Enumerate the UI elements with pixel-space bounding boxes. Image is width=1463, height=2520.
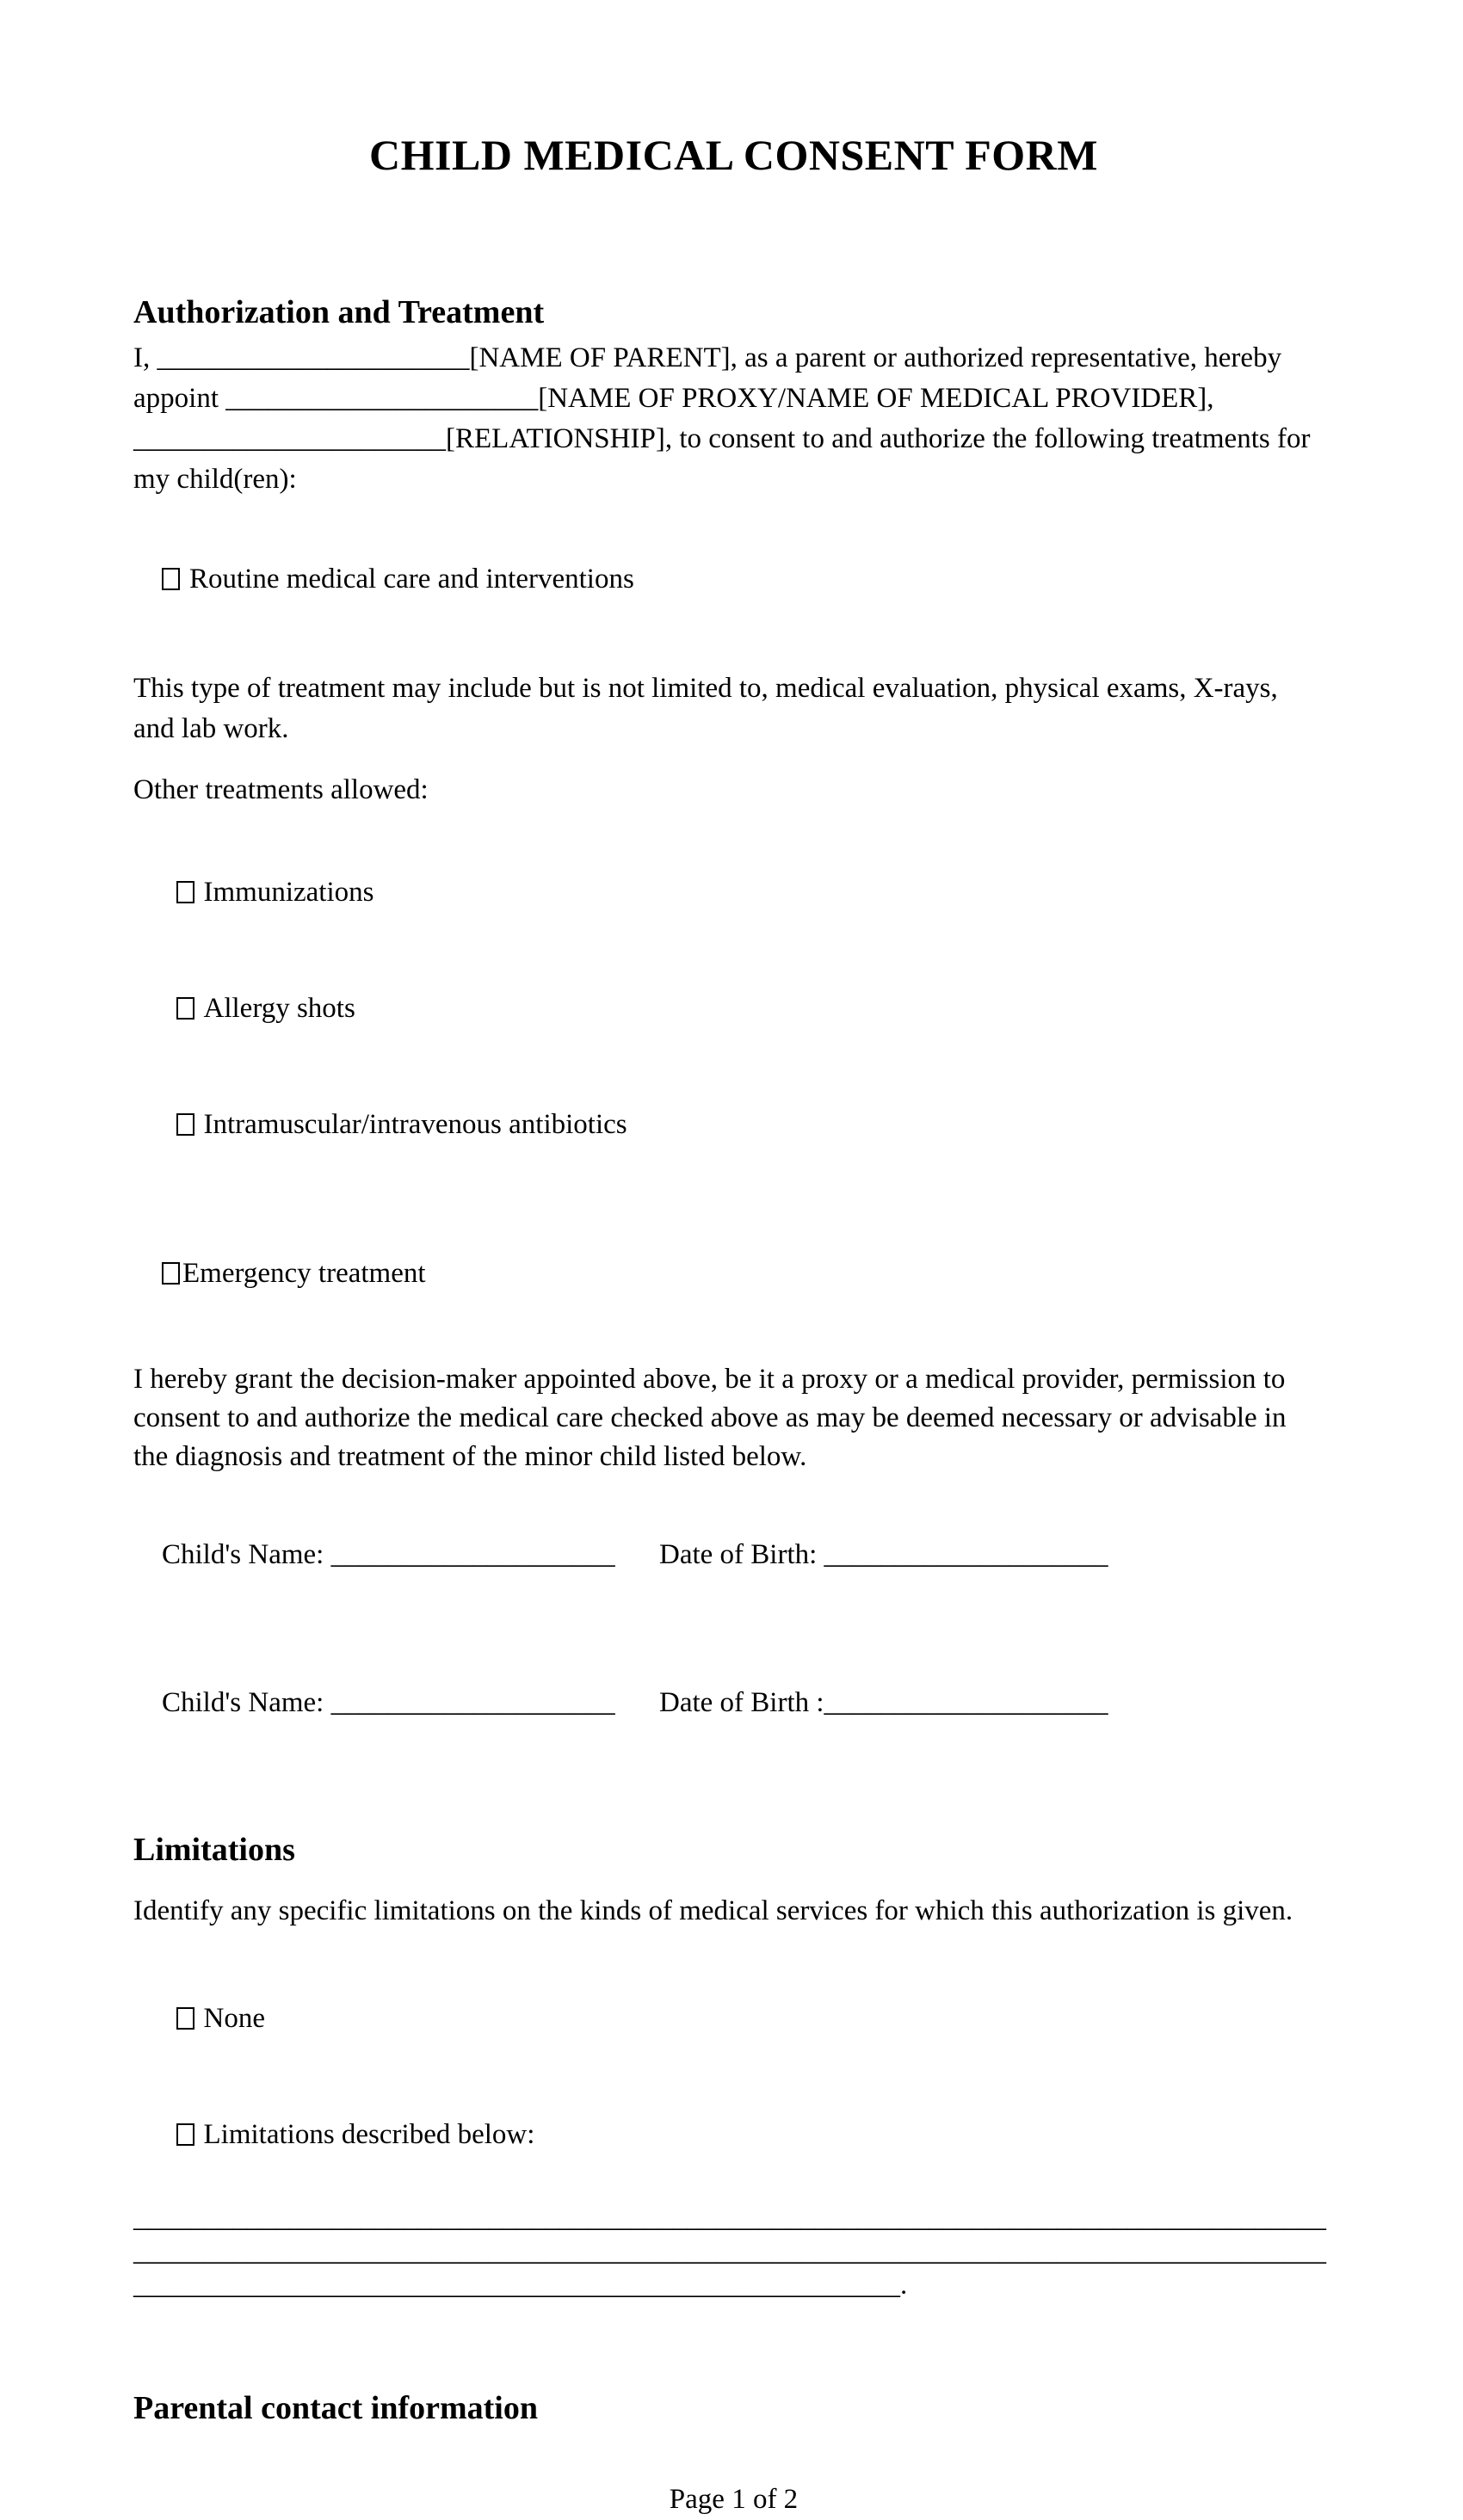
section-heading-parental-contact: Parental contact information	[133, 2390, 538, 2426]
immunizations-checkbox[interactable]	[176, 881, 194, 903]
section-heading-authorization: Authorization and Treatment	[133, 294, 545, 330]
checkbox-row-routine-care	[133, 519, 1334, 640]
limitations-described-checkbox[interactable]	[176, 2123, 194, 2146]
immunizations-label: Immunizations	[203, 877, 374, 908]
other-treatments-list	[133, 835, 1334, 1183]
grant-paragraph: I hereby grant the decision-maker appointed above, be it a proxy or a medical provider, permission to consent to and authorize the medical care checked above as may be deemed necessary or advisable in the diagnosis and treatment of the minor child listed below.	[133, 1364, 1287, 1472]
checkbox-row-allergy-shots	[133, 951, 1334, 1067]
antibiotics-label: Intramuscular/intravenous antibiotics	[203, 1109, 627, 1140]
child-1-name-label: Child's Name:	[162, 1539, 324, 1570]
limitations-described-label: Limitations described below:	[203, 2119, 535, 2150]
limitations-intro: Identify any specific limitations on the kinds of medical services for which this authorization is given.	[133, 1895, 1293, 1926]
none-label: None	[203, 2003, 265, 2034]
none-checkbox[interactable]	[176, 2007, 194, 2030]
checkbox-row-none	[133, 1961, 1334, 2077]
section-heading-limitations: Limitations	[133, 1832, 295, 1868]
routine-care-note: This type of treatment may include but is not limited to, medical evaluation, physical exams, X-rays, and lab work.	[133, 673, 1278, 744]
child-1-dob-cell	[659, 1539, 1108, 1570]
child-2-name-blank[interactable]: ____________________	[324, 1687, 615, 1718]
emergency-treatment-checkbox[interactable]	[162, 1262, 180, 1285]
child-1-dob-blank[interactable]: ____________________	[817, 1539, 1108, 1570]
antibiotics-checkbox[interactable]	[176, 1113, 194, 1136]
child-1-name-blank[interactable]: ____________________	[324, 1539, 615, 1570]
checkbox-row-emergency-treatment	[133, 1213, 1334, 1334]
child-row-1	[133, 1494, 1334, 1616]
child-2-dob-label: Date of Birth :	[659, 1687, 824, 1718]
checkbox-row-immunizations	[133, 835, 1334, 951]
other-treatments-label: Other treatments allowed:	[133, 774, 429, 805]
child-2-name-cell	[162, 1683, 659, 1723]
routine-care-label: Routine medical care and interventions	[189, 564, 634, 595]
limitations-write-in-lines[interactable]: ____________________________________________________________________________________ ____________________________________________________________________________________ ______________________________________________________.	[133, 2203, 1326, 2301]
checkbox-row-antibiotics	[133, 1067, 1334, 1183]
child-2-dob-cell	[659, 1687, 1108, 1718]
child-2-dob-blank[interactable]: ____________________	[824, 1687, 1108, 1718]
child-1-dob-label: Date of Birth:	[659, 1539, 818, 1570]
page-number: Page 1 of 2	[669, 2484, 799, 2515]
child-2-name-label: Child's Name:	[162, 1687, 324, 1718]
authorization-intro-paragraph: I, ______________________[NAME OF PARENT], as a parent or authorized representative, hereby appoint ______________________[NAME OF PROXY/NAME OF MEDICAL PROVIDER], ______________________[RELATIONSHIP], to consent to and authorize the following treatments for my child(ren):	[133, 342, 1311, 495]
allergy-shots-checkbox[interactable]	[176, 997, 194, 1020]
emergency-treatment-label: Emergency treatment	[182, 1258, 426, 1289]
document-page	[0, 129, 1463, 2515]
allergy-shots-label: Allergy shots	[203, 993, 355, 1024]
checkbox-row-limitations-described	[133, 2077, 1334, 2193]
child-row-2	[133, 1642, 1334, 1764]
routine-care-checkbox[interactable]	[162, 568, 180, 590]
form-title: CHILD MEDICAL CONSENT FORM	[369, 131, 1098, 179]
child-1-name-cell	[162, 1535, 659, 1575]
limitations-options-list	[133, 1961, 1334, 2193]
